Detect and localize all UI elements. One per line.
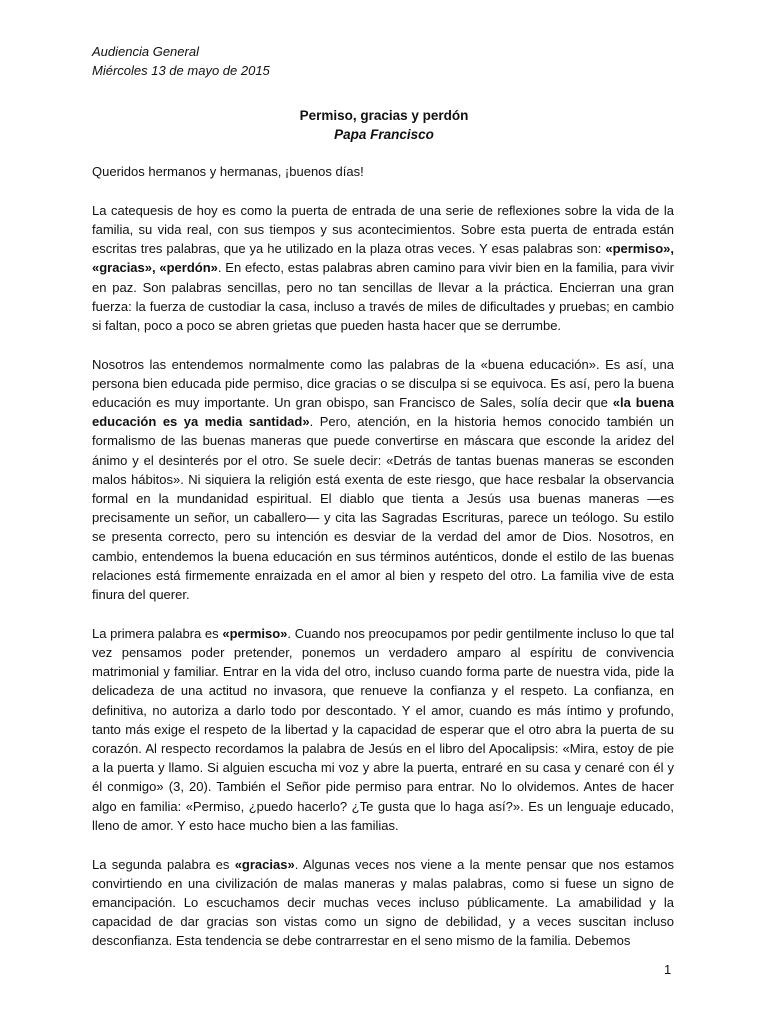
paragraph-4-bold: «gracias» — [234, 856, 295, 872]
document-body — [92, 162, 674, 970]
paragraph-4 — [92, 855, 674, 951]
paragraph-4-text-b: . Algunas veces nos viene a la mente pensar que nos estamos convirtiendo en una civilización de malas maneras y malas palabras, como si fuese un signo de emancipación. Lo escuchamos decir muchas veces incluso públicamente. La amabilidad y la capacidad de dar gracias son vistas como un signo de debilidad, y a veces suscitan incluso desconfianza. Esta tendencia se debe contrarrestar en el seno mismo de la familia. Debemos — [92, 856, 674, 949]
paragraph-3-bold: «permiso» — [222, 625, 288, 641]
document-title: Permiso, gracias y perdón — [299, 108, 469, 123]
paragraph-3-text-a: La primera palabra es — [92, 625, 223, 641]
paragraph-2-text-a: Nosotros las entendemos normalmente como las palabras de la «buena educación». Es así, una persona bien educada pide permiso, dice gracias o se disculpa si se equivoca. Es así, pero la buena educación es muy importante. Un gran obispo, san Francisco de Sales, solía decir que — [92, 356, 674, 411]
title-block — [0, 106, 768, 144]
paragraph-3-text-b: . Cuando nos preocupamos por pedir gentilmente incluso lo que tal vez pensamos poder pretender, ponemos un verdadero amparo al espíritu de convivencia matrimonial y familiar. Entrar en la vida del otro, incluso cuando forma parte de nuestra vida, pide la delicadeza de una actitud no invasora, que renueve la confianza y el respeto. La confianza, en definitiva, no autoriza a darlo todo por descontado. Y el amor, cuando es más íntimo y profundo, tanto más exige el respeto de la libertad y la capacidad de esperar que el otro abra la puerta de su corazón. Al respecto recordamos la palabra de Jesús en el libro del Apocalipsis: «Mira, estoy de pie a la puerta y llamo. Si alguien escucha mi voz y abre la puerta, entraré en su casa y cenaré con él y él conmigo» (3, 20). También el Señor pide permiso para entrar. No lo olvidemos. Antes de hacer algo en familia: «Permiso, ¿puedo hacerlo? ¿Te gusta que lo haga así?». Es un lenguaje educado, lleno de amor. Y esto hace mucho bien a las familias. — [92, 625, 675, 833]
paragraph-1 — [92, 201, 674, 335]
header-event: Audiencia General — [92, 44, 199, 59]
paragraph-2-bold: «la buena educación es ya media santidad» — [92, 395, 675, 430]
document-header — [92, 42, 270, 80]
paragraph-1-text-a: La catequesis de hoy es como la puerta de entrada de una serie de reflexiones sobre la vida de la familia, su vida real, con sus tiempos y sus acontecimientos. Sobre esta puerta de entrada están escritas tres palabras, que ya he utilizado en la plaza otras veces. Y esas palabras son: — [92, 202, 674, 257]
greeting: Queridos hermanos y hermanas, ¡buenos días! — [92, 164, 364, 179]
paragraph-2 — [92, 355, 674, 605]
page-number: 1 — [664, 962, 672, 977]
paragraph-1-bold: «permiso», «gracias», «perdón» — [92, 241, 674, 276]
document-author: Papa Francisco — [334, 127, 434, 142]
paragraph-2-text-b: . Pero, atención, en la historia hemos conocido también un formalismo de las buenas maneras que puede convertirse en máscara que esconde la aridez del ánimo y el desinterés por el otro. Se suele decir: «Detrás de tantas buenas maneras se esconden malos hábitos». Ni siquiera la religión está exenta de este riesgo, que hace resbalar la observancia formal en la mundanidad espiritual. El diablo que tienta a Jesús usa buenas maneras —es precisamente un señor, un caballero— y cita las Sagradas Escrituras, parece un teólogo. Su estilo se presenta correcto, pero su intención es desviar de la verdad del amor de Dios. Nosotros, en cambio, entendemos la buena educación en sus términos auténticos, donde el estilo de las buenas relaciones está firmemente enraizada en el amor al bien y respeto del otro. La familia vive de esta finura del querer. — [92, 414, 675, 603]
paragraph-1-text-b: . En efecto, estas palabras abren camino para vivir bien en la familia, para vivir en paz. Son palabras sencillas, pero no tan sencillas de llevar a la práctica. Encierran una gran fuerza: la fuerza de custodiar la casa, incluso a través de miles de dificultades y pruebas; en cambio si faltan, poco a poco se abren grietas que pueden hasta hacer que se derrumbe. — [92, 260, 675, 333]
paragraph-3 — [92, 624, 674, 835]
header-date: Miércoles 13 de mayo de 2015 — [92, 63, 270, 78]
paragraph-4-text-a: La segunda palabra es — [92, 856, 235, 872]
